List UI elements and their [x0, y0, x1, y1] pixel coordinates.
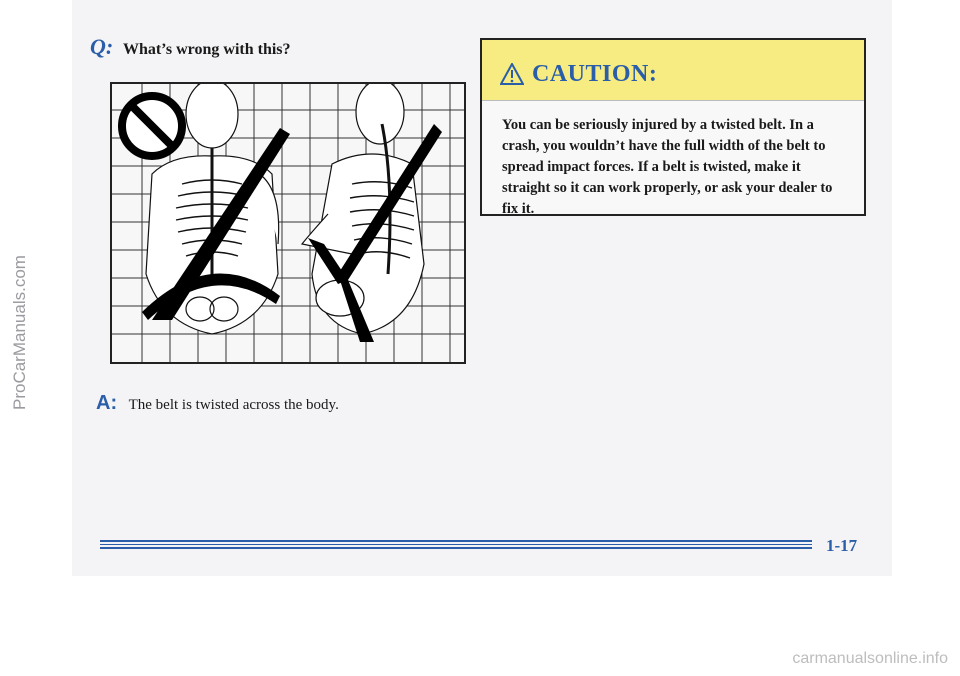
- caution-box: [480, 38, 866, 216]
- prohibited-icon: [122, 96, 182, 156]
- footer-rules: [100, 540, 812, 552]
- caution-text: You can be seriously injured by a twisted belt. In a crash, you wouldn’t have the full width of the belt to spread impact forces. If a belt is twisted, make it straight so it can work properly, or ask your dealer to fix it.: [502, 117, 833, 217]
- caution-title: CAUTION:: [532, 60, 658, 87]
- page-number: 1-17: [826, 536, 858, 555]
- caution-header: [482, 40, 864, 101]
- answer-text: The belt is twisted across the body.: [128, 397, 339, 413]
- twisted-belt-illustration: [110, 82, 466, 364]
- warning-triangle-icon: [500, 63, 524, 85]
- question-prefix: Q:: [90, 34, 114, 59]
- question-line: [90, 34, 291, 60]
- side-watermark: ProCarManuals.com: [10, 255, 29, 410]
- skeleton-seatbelt-figure: [112, 84, 464, 362]
- answer-prefix: A:: [96, 392, 118, 414]
- question-text: What’s wrong with this?: [122, 41, 291, 58]
- footer-watermark: carmanualsonline.info: [792, 650, 948, 667]
